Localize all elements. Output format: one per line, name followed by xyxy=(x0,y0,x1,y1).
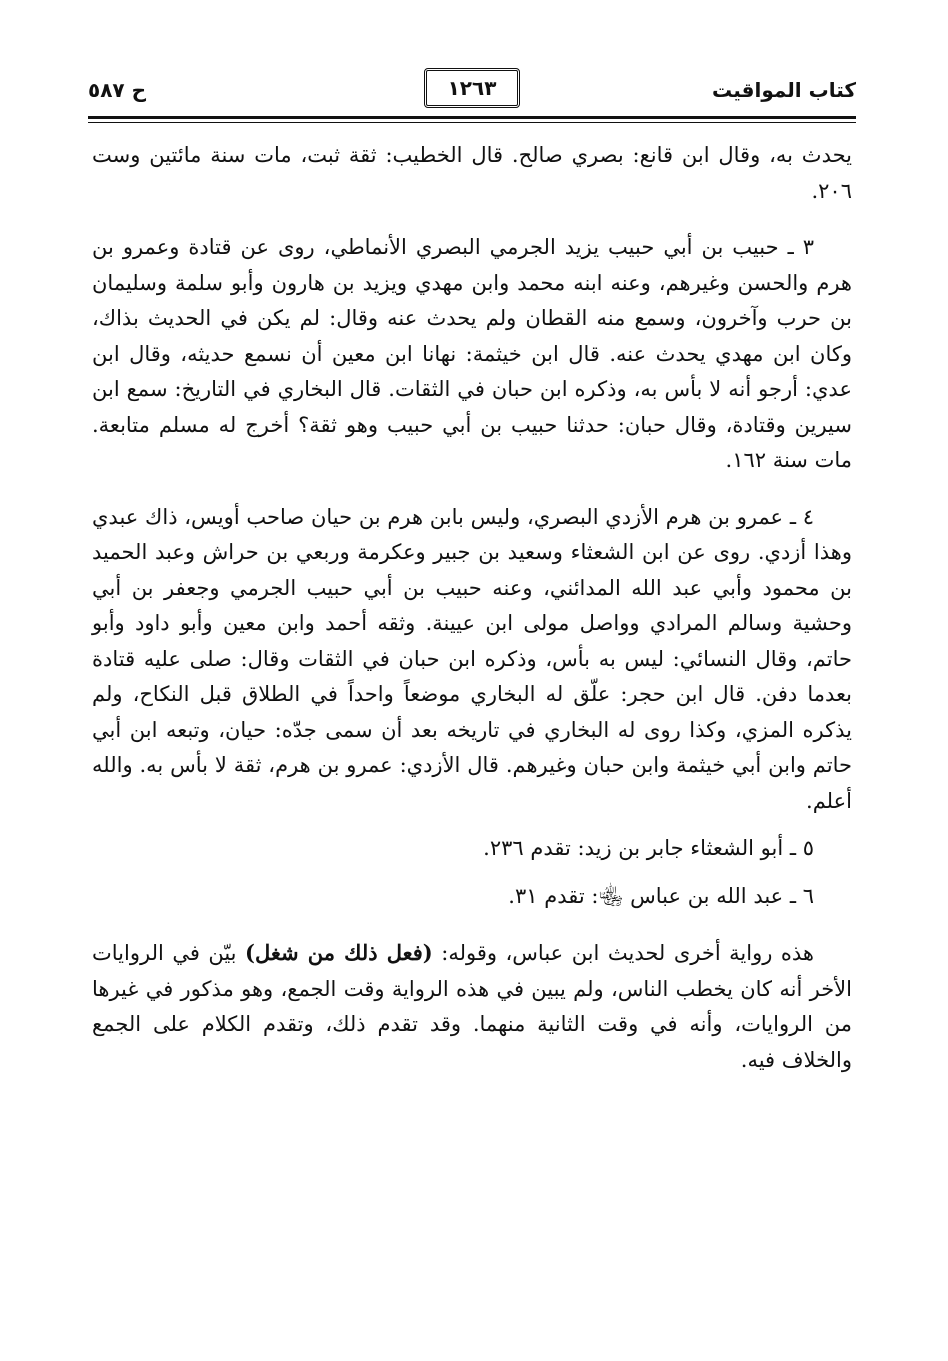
book-title: كتاب المواقيت xyxy=(712,78,856,102)
commentary-text-after: بيّن في الروايات الأخر أنه كان يخطب الناس، ولم يبين في هذه الرواية وقت الجمع، وهو مذكور في غيرها من الروايات، وأنه في وقت الثانية منهما. وقد تقدم ذلك، وتقدم الكلام على الجمع والخلاف فيه. xyxy=(92,941,852,1072)
commentary-text-before: هذه رواية أخرى لحديث ابن عباس، وقوله: xyxy=(432,941,814,965)
page-body xyxy=(92,138,852,1099)
hadith-reference: ح ٥٨٧ xyxy=(88,78,147,102)
paragraph-narrator-4: ٤ ـ عمرو بن هرم الأزدي البصري، وليس بابن هرم بن حيان صاحب أويس، ذاك عبدي وهذا أزدي. روى عن ابن الشعثاء وسعيد بن جبير وعكرمة وربعي بن حراش وعبد الحميد بن محمود وأبي عبد الله المدائني، وعنه حبيب بن أبي حبيب الجرمي وجعفر بن أبي وحشية وسالم المرادي وواصل مولى ابن عيينة. وثقه أحمد وابن معين وأبو داود وأبو حاتم، وقال النسائي: ليس به بأس، وذكره ابن حبان في الثقات وقال: صلى عليه قتادة بعدما دفن. قال ابن حجر: علّق له البخاري موضعاً واحداً في الطلاق قبل النكاح، ولم يذكره المزي، وكذا روى له البخاري في تاريخه بعد أن سمى جدّه: حيان، وتبعه ابن أبي حاتم وابن أبي خيثمة وابن حبان وغيرهم. قال الأزدي: عمرو بن هرم، ثقة لا بأس به. والله أعلم. xyxy=(92,504,852,813)
paragraph-narrator-3: ٣ ـ حبيب بن أبي حبيب يزيد الجرمي البصري الأنماطي، روى عن قتادة وعمرو بن هرم والحسن وغيرهم، وعنه ابنه محمد وابن مهدي ويزيد بن هارون وأبو سلمة وسليمان بن حرب وآخرون، وسمع منه القطان ولم يحدث عنه وقال: لم يكن في الحديث بذاك، وكان ابن مهدي يحدث عنه. قال ابن خيثمة: نهانا ابن معين أن نسمع حديثه، وقال ابن عدي: أرجو أنه لا بأس به، وذكره ابن حبان في الثقات. قال البخاري في التاريخ: سمع ابن سيرين وقتادة، وقال حبان: حدثنا حبيب بن أبي حبيب وهو ثقة؟ أخرج له مسلم متابعة. مات سنة ١٦٢. xyxy=(92,235,852,472)
commentary-quoted-phrase: (فعل ذلك من شغل) xyxy=(245,940,433,965)
paragraph-narrator-6: ٦ ـ عبد الله بن عباس ﵄: تقدم ٣١. xyxy=(508,883,814,908)
paragraph-narrator-5: ٥ ـ أبو الشعثاء جابر بن زيد: تقدم ٢٣٦. xyxy=(483,836,814,860)
header-rule-thin xyxy=(88,122,856,123)
paragraph-commentary xyxy=(92,935,852,1078)
header-rule xyxy=(88,116,856,119)
page-number: ١٢٦٣ xyxy=(424,68,520,108)
page-header xyxy=(88,64,856,116)
paragraph-continuation: يحدث به، وقال ابن قانع: بصري صالح. قال الخطيب: ثقة ثبت، مات سنة مائتين وست ٢٠٦. xyxy=(92,143,852,203)
